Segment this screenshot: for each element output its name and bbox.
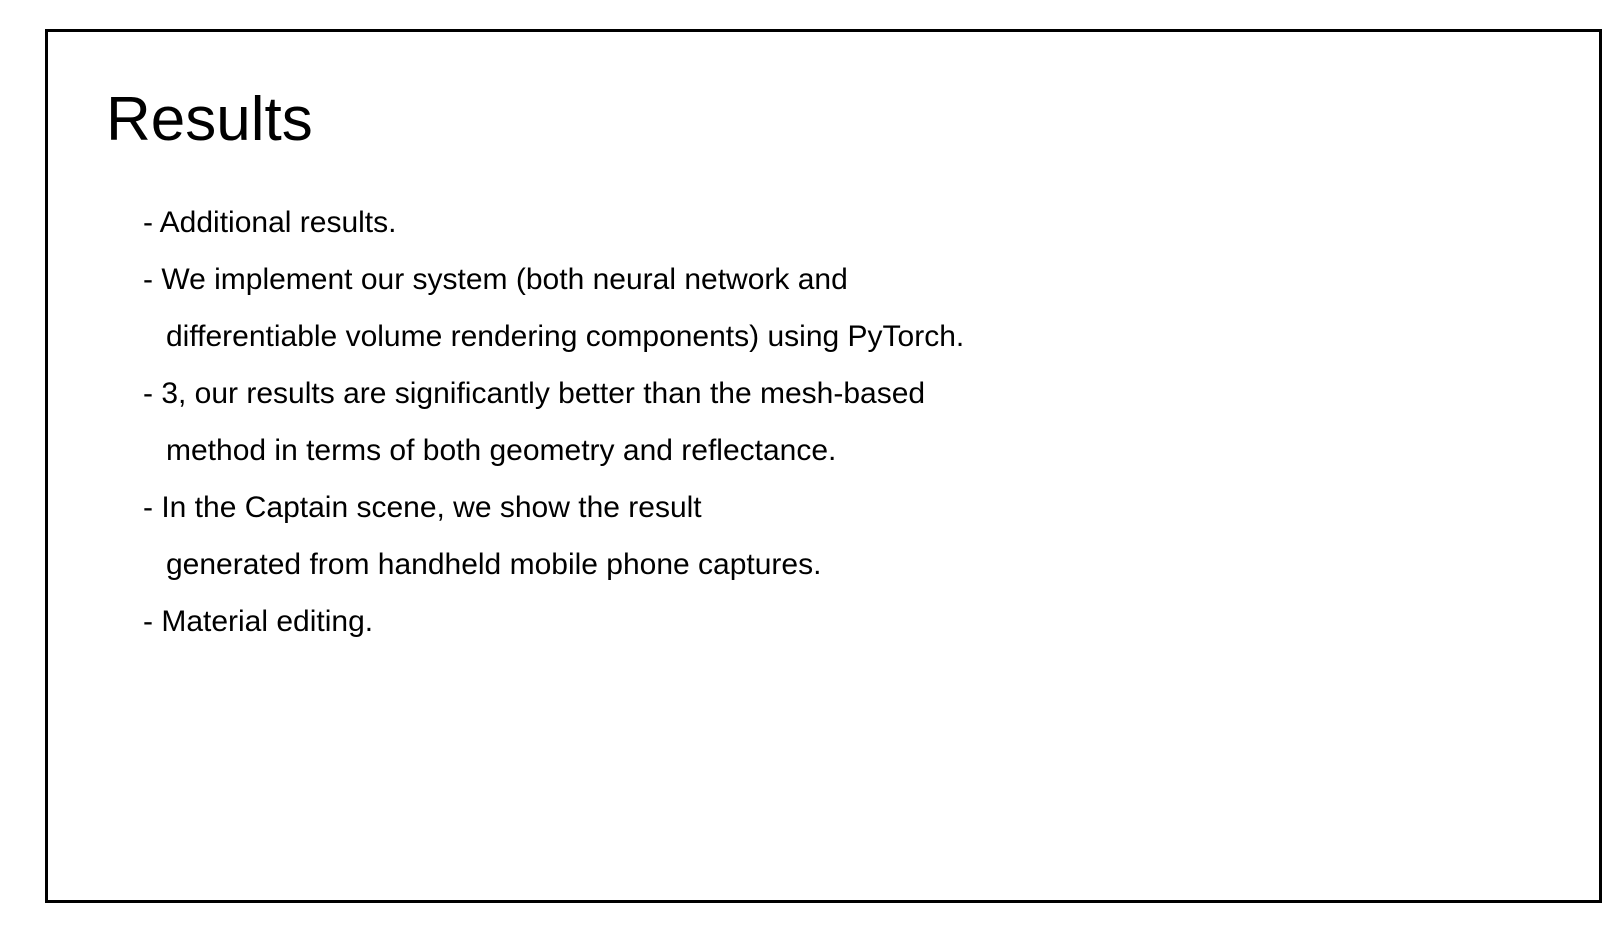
slide-frame (45, 29, 1602, 903)
bullet-3: - 3, our results are significantly better than the mesh-based (143, 377, 926, 410)
slide-title: Results (106, 85, 313, 154)
bullet-2-continuation: differentiable volume rendering components) using PyTorch. (166, 320, 965, 353)
bullet-5: - Material editing. (143, 605, 374, 638)
bullet-1: - Additional results. (143, 206, 397, 239)
bullet-list (143, 194, 964, 650)
bullet-2: - We implement our system (both neural network and (143, 263, 848, 296)
bullet-4-continuation: generated from handheld mobile phone captures. (166, 548, 822, 581)
bullet-4: - In the Captain scene, we show the result (143, 491, 702, 524)
bullet-3-continuation: method in terms of both geometry and reflectance. (166, 434, 837, 467)
